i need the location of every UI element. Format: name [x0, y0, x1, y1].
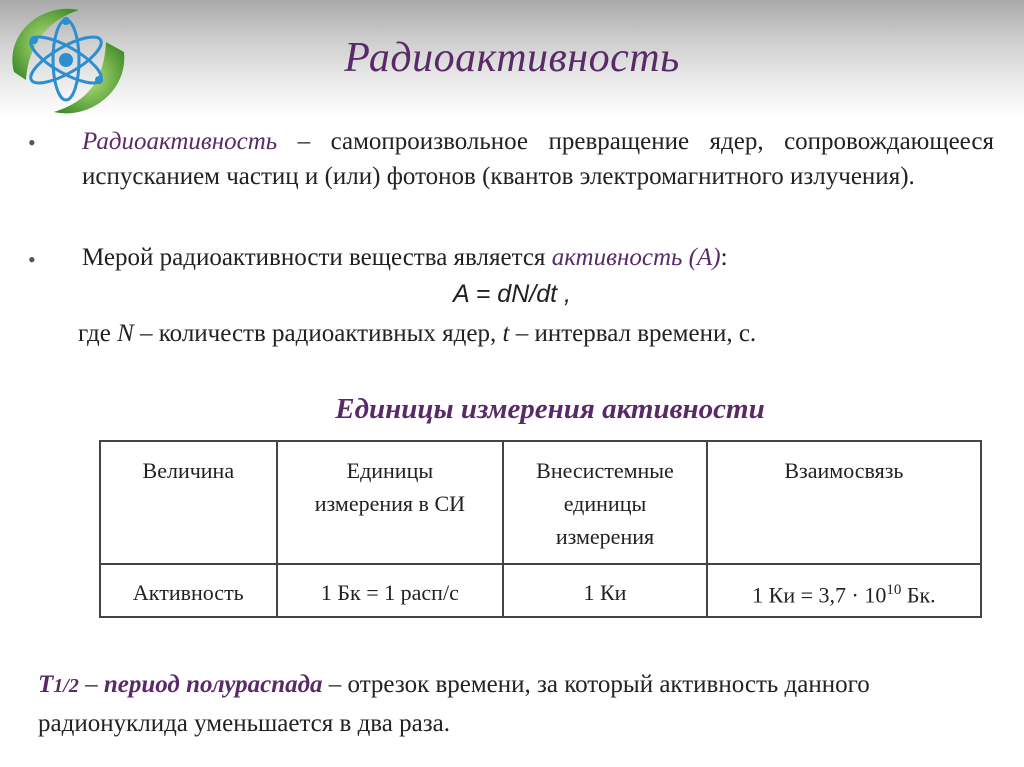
term-activity: активность (А): [551, 244, 721, 271]
formula-legend: [78, 320, 756, 348]
half-life-symbol: Т: [38, 671, 54, 698]
header-quantity: Величина: [100, 441, 277, 564]
bullet-marker: •: [28, 130, 36, 155]
paragraph-activity: [82, 240, 994, 275]
header-si-units: Единицы измерения в СИ: [277, 441, 503, 564]
bullet-marker: •: [28, 247, 36, 272]
cell-non-si: 1 Ки: [503, 564, 707, 617]
term-half-life: период полураспада: [103, 671, 323, 698]
formula: A = dN/dt ,: [453, 280, 571, 308]
table-header-row: [100, 441, 981, 564]
half-life-subscript: 1/2: [53, 675, 79, 697]
half-life-text: – отрезок времени, за который активность данного радионуклида уменьшается в два раза.: [38, 671, 870, 737]
slide-title: Радиоактивность: [344, 35, 680, 81]
symbol-t: t: [502, 320, 510, 347]
activity-colon: :: [720, 244, 728, 271]
units-table: [99, 440, 982, 618]
symbol-n: N: [117, 320, 134, 347]
header-non-si-units: Внесистемные единицы измерения: [503, 441, 707, 564]
cell-quantity: Активность: [100, 564, 277, 617]
table-row: [100, 564, 981, 617]
paragraph-definition: [82, 124, 994, 194]
cell-relation: [707, 564, 981, 617]
definition-text: – самопроизвольное превращение ядер, сопровождающееся испусканием частиц и (или) фотонов (квантов электромагнитного излучения).: [82, 128, 994, 190]
activity-intro: Мерой радиоактивности вещества является: [82, 244, 552, 271]
half-life-definition: [38, 666, 998, 742]
relation-exponent: 10: [886, 582, 902, 598]
header-relation: Взаимосвязь: [707, 441, 981, 564]
relation-suffix: Бк.: [901, 582, 936, 608]
legend-n-text: – количеств радиоактивных ядер,: [133, 320, 503, 347]
table-title: Единицы измерения активности: [335, 393, 765, 425]
term-radioactivity: Радиоактивность: [82, 128, 278, 155]
legend-t-text: – интервал времени, с.: [509, 320, 757, 347]
cell-si: 1 Бк = 1 расп/с: [277, 564, 503, 617]
relation-prefix: 1 Ки = 3,7 · 10: [752, 582, 887, 608]
half-life-dash: –: [78, 671, 104, 698]
legend-prefix: где: [78, 320, 118, 347]
